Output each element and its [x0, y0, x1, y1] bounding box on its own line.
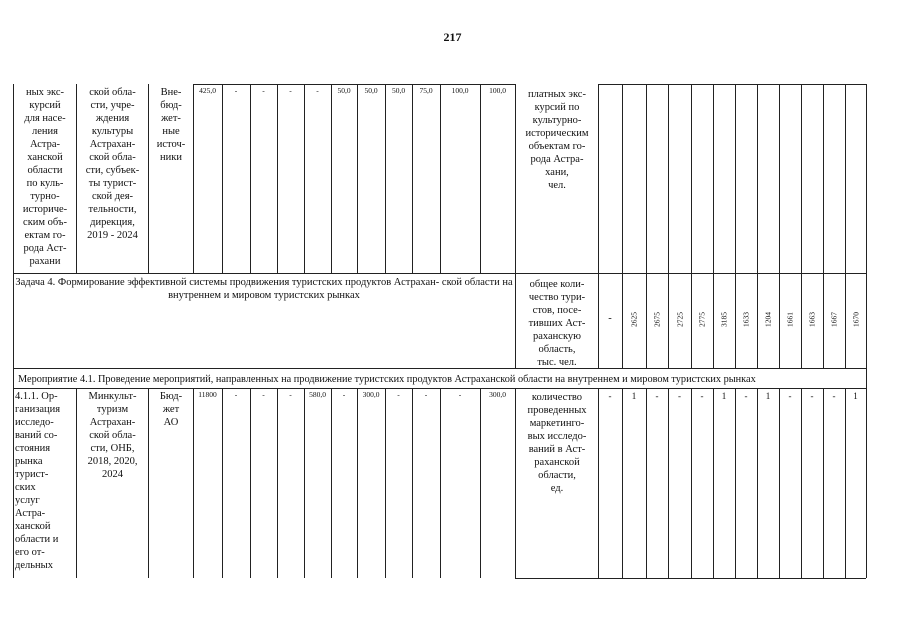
task4-title: Задача 4. Формирование эффективной системы продвижения туристских продуктов Астрахан- ской области на внутреннем и мировом туристских рынках [15, 277, 513, 301]
row411-indicator: количество проведенных маркетинго- вых исследо- ваний в Аст- раханской области, ед. [527, 392, 587, 494]
row411-value: - [342, 390, 346, 399]
row1-value: 425,0 [199, 86, 216, 95]
table-vertical-rule [385, 388, 386, 578]
table-horizontal-rule [13, 273, 866, 274]
table-vertical-rule [866, 388, 867, 578]
row411-value: - [424, 390, 428, 399]
table-vertical-rule [845, 273, 846, 368]
row411-executor: Минкульт- туризм Астрахан- ской обла- сти, ОНБ, 2018, 2020, 2024 [87, 391, 138, 480]
table-horizontal-rule [598, 84, 866, 85]
table-vertical-rule [845, 84, 846, 273]
row411-value: 300,0 [362, 390, 380, 399]
table-vertical-rule [801, 84, 802, 273]
task4-target-value: 1670 [851, 312, 860, 327]
row411-target-value: - [655, 391, 659, 401]
row411-target-value: 1 [853, 391, 858, 401]
row1-value: 50,0 [391, 86, 406, 95]
table-vertical-rule [801, 388, 802, 578]
task4-target-value: 2625 [629, 312, 639, 327]
row411-value: - [397, 390, 400, 399]
table-vertical-rule [277, 388, 278, 578]
row411-value: - [289, 390, 292, 399]
table-vertical-rule [440, 388, 441, 578]
table-vertical-rule [779, 84, 780, 273]
task4-indicator: общее коли- чество тури- стов, посе- тивших Аст- раханскую область, тыс. чел. [528, 279, 586, 368]
row411-target-value: 1 [631, 391, 637, 401]
table-vertical-rule [480, 84, 481, 273]
row411-value: - [234, 390, 238, 399]
task4-target-value: 1667 [829, 312, 839, 327]
table-vertical-rule [823, 273, 824, 368]
measure41-title: Мероприятие 4.1. Проведение мероприятий, направленных на продвижение туристских продуктов Астраханской области на внутреннем и мировом туристских рынках [18, 374, 756, 385]
table-vertical-rule [622, 84, 623, 273]
table-vertical-rule [412, 388, 413, 578]
table-vertical-rule [713, 273, 714, 368]
table-vertical-rule [193, 388, 194, 578]
page-number: 217 [443, 30, 462, 44]
row411-value: 300,0 [489, 390, 506, 399]
row411-target-value: 1 [765, 391, 771, 401]
table-vertical-rule [646, 84, 647, 273]
task4-target-value: 1661 [785, 312, 795, 327]
task4-target-value: 2775 [697, 312, 707, 327]
table-vertical-rule [222, 388, 223, 578]
table-vertical-rule [866, 273, 867, 368]
row411-value: - [262, 390, 265, 399]
table-vertical-rule [646, 273, 647, 368]
table-vertical-rule [823, 84, 824, 273]
task4-target-value: 2675 [652, 312, 662, 327]
row1-executor: ской обла- сти, учре- ждения культуры Астрахан- ской обла- сти, субъек- ты турист- ской дея- тельности, дирекция, 2019 - 2024 [85, 87, 140, 241]
table-vertical-rule [735, 84, 736, 273]
task4-first-value: - [608, 313, 612, 324]
table-vertical-rule [13, 388, 14, 578]
table-vertical-rule [357, 388, 358, 578]
table-vertical-rule [222, 84, 223, 273]
table-vertical-rule [598, 388, 599, 578]
row411-target-value: - [832, 391, 836, 401]
row411-funding-source: Бюд- жет АО [159, 391, 183, 428]
row411-value: 11800 [198, 390, 217, 399]
table-vertical-rule [304, 84, 305, 273]
row411-target-value: - [788, 391, 792, 401]
table-vertical-rule [801, 273, 802, 368]
table-horizontal-rule [13, 368, 866, 369]
row1-value: 75,0 [419, 86, 433, 95]
task4-target-value: 1663 [807, 312, 817, 327]
row1-funding-source: Вне- бюд- жет- ные источ- ники [156, 87, 186, 163]
table-vertical-rule [866, 84, 867, 273]
table-vertical-rule [646, 388, 647, 578]
table-horizontal-rule [598, 578, 866, 579]
table-vertical-rule [13, 368, 14, 388]
table-horizontal-rule [193, 84, 515, 85]
table-vertical-rule [357, 84, 358, 273]
task4-target-value: 1204 [763, 312, 773, 327]
table-vertical-rule [691, 388, 692, 578]
table-vertical-rule [250, 84, 251, 273]
row411-value: 580,0 [309, 390, 326, 399]
table-vertical-rule [480, 388, 481, 578]
table-vertical-rule [250, 388, 251, 578]
table-vertical-rule [757, 388, 758, 578]
table-vertical-rule [757, 273, 758, 368]
row411-target-value: - [700, 391, 704, 401]
row411-target-value: 1 [721, 391, 727, 401]
table-vertical-rule [779, 273, 780, 368]
table-vertical-rule [845, 388, 846, 578]
table-vertical-rule [385, 84, 386, 273]
table-vertical-rule [668, 388, 669, 578]
row1-value: - [234, 86, 238, 95]
row1-value: 100,0 [489, 86, 506, 95]
row1-value: 50,0 [364, 86, 378, 95]
table-vertical-rule [668, 273, 669, 368]
row411-target-value: - [744, 391, 748, 401]
table-vertical-rule [412, 84, 413, 273]
task4-target-value: 3185 [719, 312, 729, 327]
table-vertical-rule [331, 388, 332, 578]
row1-value: - [289, 86, 292, 95]
row411-value: - [458, 390, 462, 399]
row1-value: 100,0 [451, 86, 469, 95]
table-vertical-rule [735, 388, 736, 578]
table-vertical-rule [713, 388, 714, 578]
table-vertical-rule [622, 273, 623, 368]
table-vertical-rule [622, 388, 623, 578]
table-vertical-rule [779, 388, 780, 578]
table-vertical-rule [193, 84, 194, 273]
row1-value: - [262, 86, 265, 95]
table-vertical-rule [277, 84, 278, 273]
table-horizontal-rule [515, 578, 598, 579]
row411-target-value: - [678, 391, 681, 401]
table-vertical-rule [735, 273, 736, 368]
task4-target-value: 1633 [741, 312, 751, 327]
row1-name: ных экс- курсий для насе- ления Астра- ханской области по куль- турно- историче- ским объ- ектам го- рода Аст- рахани [22, 87, 68, 267]
row411-target-value: - [810, 391, 814, 401]
row1-indicator: платных экс- курсий по культурно- историческим объектам го- рода Астра- хани, чел. [525, 89, 589, 191]
task4-target-value: 2725 [675, 312, 684, 327]
row411-target-value: - [608, 391, 612, 401]
table-vertical-rule [691, 273, 692, 368]
row1-value: - [316, 86, 319, 95]
table-vertical-rule [331, 84, 332, 273]
table-vertical-rule [823, 388, 824, 578]
table-vertical-rule [713, 84, 714, 273]
table-vertical-rule [691, 84, 692, 273]
row411-name: 4.1.1. Ор- ганизация исследо- ваний со- стояния рынка турист- ских услуг Астра- ханской области и его от- дельных [15, 391, 61, 571]
table-vertical-rule [598, 84, 599, 273]
table-vertical-rule [668, 84, 669, 273]
table-vertical-rule [866, 368, 867, 388]
table-vertical-rule [440, 84, 441, 273]
table-vertical-rule [304, 388, 305, 578]
row1-value: 50,0 [337, 86, 351, 95]
table-vertical-rule [757, 84, 758, 273]
